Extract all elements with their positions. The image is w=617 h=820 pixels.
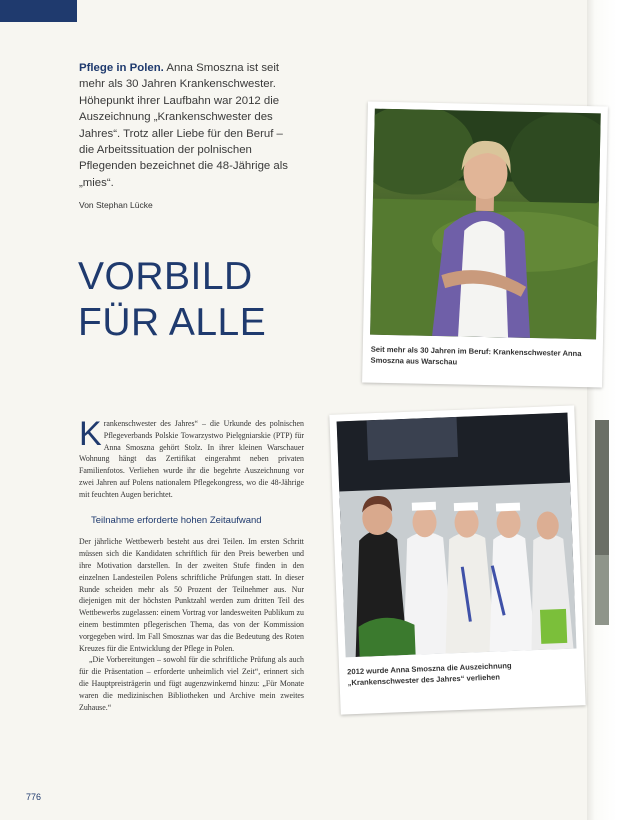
ceremony-caption: 2012 wurde Anna Smoszna die Auszeichnung „Krankenschwester des Jahres“ verliehen: [347, 661, 512, 688]
byline: Von Stephan Lücke: [79, 200, 153, 210]
article-headline: [78, 254, 266, 346]
portrait-image: [370, 109, 601, 340]
intro-text: Anna Smoszna ist seit mehr als 30 Jahren Krankenschwester. Höhepunkt ihrer Laufbahn war 2012 die Auszeichnung „Krankenschwester des Jahres“. Trotz aller Liebe für den Beruf – die Arbeitssituation der polnischen Pflegenden bezeichnet die 48-Jährige als „mies“.: [79, 62, 288, 189]
article-paragraph-2: Der jährliche Wettbewerb besteht aus drei Teilen. Im ersten Schritt müssen sich die Kandidaten schriftlich für den Preis bewerben und ihre Motivation darstellen. In der zweiten Stufe finden in den einzelnen Landesteilen Polens schriftliche Prüfungen statt. In dieser Runde scheiden mehr als 50 Prozent der Teilnehmer aus. Nur diejenigen mit der höchsten Punktzahl werden zum dritten Teil des Wettbewerbs zugelassen: einem Vortrag vor landesweiten Publikum zu einem bestimmten pflegerischen Thema, das von der Kommission vorgegeben wird. Im Fall Smosznas war das die Bedeutung des Roten Kreuzes für die Entwicklung der Pflege in Polen.: [79, 537, 304, 653]
article-body: [79, 415, 304, 713]
portrait-caption: Seit mehr als 30 Jahren im Beruf: Krankenschwester Anna Smoszna aus Warschau: [370, 344, 582, 367]
headline-line-2: FÜR ALLE: [78, 301, 267, 344]
article-subheading: Teilnahme erforderte hohen Zeitaufwand: [91, 514, 262, 526]
section-color-tab: [0, 0, 77, 22]
page-number: 776: [26, 792, 42, 802]
intro-teaser: [79, 60, 301, 191]
portrait-photo: [362, 102, 608, 388]
article-paragraph-1: Krankenschwester des Jahres“ – die Urkunde des polnischen Pflegeverbands Polskie Towarzystwo Pielęgniarskie (PTP) für Anna Smoszna gehört Stolz. In ihrer kleinen Warschauer Wohnung hängt das Zertifikat eingerahmt neben privaten Familienfotos. Verliehen wurde ihr die begehrte Auszeichnung vor zwei Jahren auf Polens nationalem Pflegekongress, wo die 48-Jährige mit feuchten Augen berichtet.: [79, 415, 304, 499]
ceremony-photo: [329, 405, 585, 714]
headline-line-1: VORBILD: [78, 255, 253, 298]
intro-lead: Pflege in Polen.: [79, 62, 164, 74]
dropcap: K: [79, 415, 102, 453]
article-paragraph-3: „Die Vorbereitungen – sowohl für die schriftliche Prüfung als auch für die Präsentation – erforderte unheimlich viel Zeit“, erinnert sich die Hauptpreisträgerin und fügt augenzwinkernd hinzu: „Für Monate waren die medizinischen Bibliotheken und Archive mein zweites Zuhause.“: [79, 655, 304, 712]
ceremony-image: [337, 413, 577, 658]
